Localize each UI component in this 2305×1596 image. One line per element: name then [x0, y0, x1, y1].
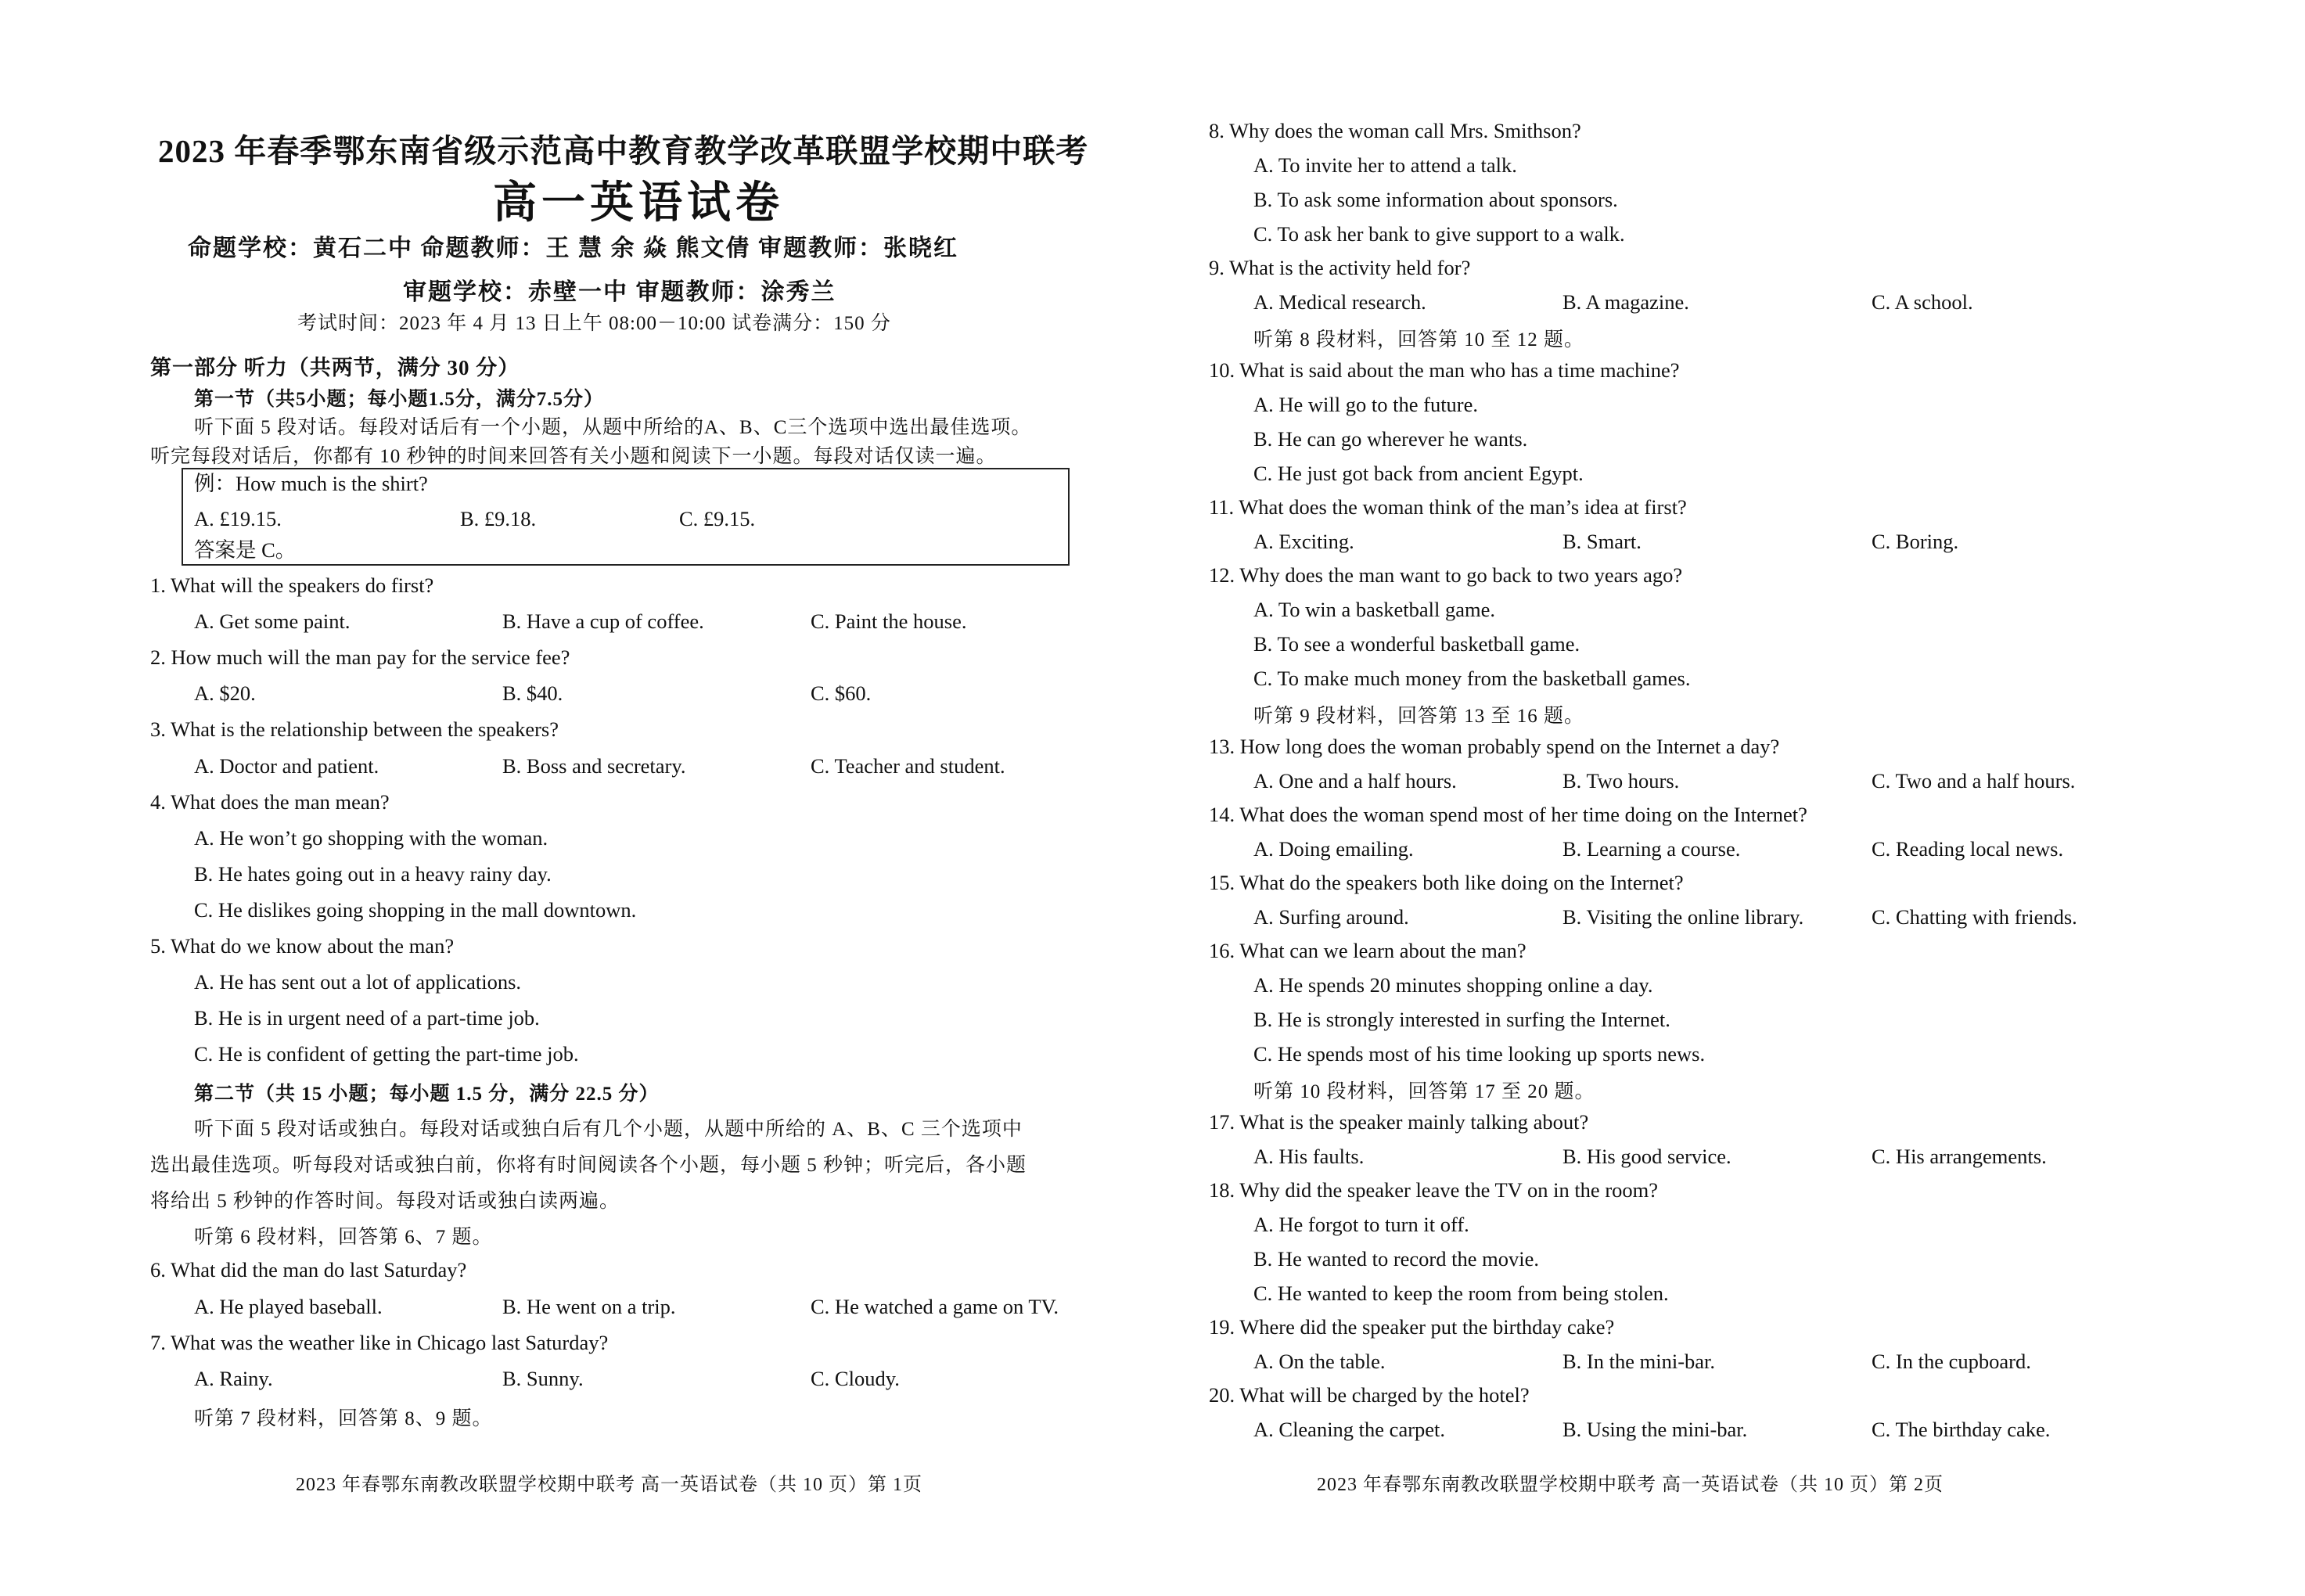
question-4: 4. What does the man mean? [150, 790, 390, 814]
section1-instruction: 听下面 5 段对话。每段对话后有一个小题，从题中所给的A、B、C三个选项中选出最佳选项。 [194, 417, 1032, 438]
option-c: C. He wanted to keep the room from being stolen. [1253, 1281, 1669, 1305]
option-a: A. Doing emailing. [1253, 837, 1414, 861]
paper-title: 高一英语试卷 [493, 179, 784, 228]
question-20: 20. What will be charged by the hotel? [1209, 1383, 1530, 1407]
section2-heading: 第二节（共 15 小题；每小题 1.5 分，满分 22.5 分） [194, 1084, 660, 1105]
option-b: B. Visiting the online library. [1562, 905, 1804, 929]
option-b: B. He hates going out in a heavy rainy day. [194, 862, 552, 886]
option-a: A. Doctor and patient. [194, 754, 379, 778]
section2-instruction: 选出最佳选项。听每段对话或独白前，你将有时间阅读各个小题，每小题 5 秒钟；听完后，各小题 [150, 1155, 1027, 1176]
page-footer: 2023 年春鄂东南教改联盟学校期中联考 高一英语试卷（共 10 页）第 1页 [296, 1475, 922, 1495]
option-b: B. Have a cup of coffee. [502, 609, 704, 633]
option-b: B. To see a wonderful basketball game. [1253, 632, 1580, 656]
question-8: 8. Why does the woman call Mrs. Smithson? [1209, 119, 1581, 142]
question-5: 5. What do we know about the man? [150, 934, 455, 958]
option-a: A. He will go to the future. [1253, 393, 1479, 416]
option-a: A. $20. [194, 681, 256, 705]
question-15: 15. What do the speakers both like doing on the Internet? [1209, 871, 1684, 894]
option-c: C. Cloudy. [811, 1367, 900, 1390]
section1-heading: 第一节（共5小题；每小题1.5分，满分7.5分） [194, 389, 605, 410]
section2-instruction: 将给出 5 秒钟的作答时间。每段对话或独白读两遍。 [150, 1191, 620, 1212]
option-b: B. $40. [502, 681, 563, 705]
option-c: C. A school. [1872, 290, 1973, 314]
listen-note: 听第 7 段材料，回答第 8、9 题。 [194, 1408, 493, 1429]
section2-instruction: 听下面 5 段对话或独白。每段对话或独白后有几个小题，从题中所给的 A、B、C 三个选项中 [194, 1119, 1023, 1140]
option-b: B. Sunny. [502, 1367, 584, 1390]
option-a: A. Exciting. [1253, 530, 1354, 553]
question-9: 9. What is the activity held for? [1209, 256, 1471, 279]
option-b: B. To ask some information about sponsors. [1253, 188, 1618, 211]
option-a: A. Medical research. [1253, 290, 1426, 314]
option-c: C. The birthday cake. [1872, 1418, 2051, 1441]
option-c: C. He spends most of his time looking up sports news. [1253, 1042, 1706, 1066]
option-a: A. To invite her to attend a talk. [1253, 153, 1517, 177]
option-c: C. Boring. [1872, 530, 1959, 553]
option-c: C. He dislikes going shopping in the mall downtown. [194, 898, 637, 922]
question-1: 1. What will the speakers do first? [150, 573, 434, 597]
option-b: B. Learning a course. [1562, 837, 1741, 861]
option-a: A. He spends 20 minutes shopping online a day. [1253, 973, 1653, 997]
option-b: B. He is strongly interested in surfing the Internet. [1253, 1008, 1670, 1031]
option-a: A. On the table. [1253, 1350, 1386, 1373]
question-2: 2. How much will the man pay for the service fee? [150, 645, 570, 669]
question-12: 12. Why does the man want to go back to two years ago? [1209, 563, 1683, 587]
option-b: B. He went on a trip. [502, 1295, 676, 1318]
example-answer: 答案是 C。 [194, 538, 297, 562]
option-c: C. Paint the house. [811, 609, 967, 633]
exam-time: 考试时间：2023 年 4 月 13 日上午 08:00－10:00 试卷满分：150 分 [297, 313, 891, 334]
option-c: C. To make much money from the basketball games. [1253, 667, 1691, 690]
question-14: 14. What does the woman spend most of her time doing on the Internet? [1209, 803, 1807, 826]
option-c: C. Teacher and student. [811, 754, 1005, 778]
option-b: B. Two hours. [1562, 769, 1680, 793]
question-6: 6. What did the man do last Saturday? [150, 1258, 467, 1281]
option-c: C. He just got back from ancient Egypt. [1253, 462, 1584, 485]
question-16: 16. What can we learn about the man? [1209, 939, 1526, 962]
option-b: B. He is in urgent need of a part-time job. [194, 1006, 540, 1030]
example-question: 例：How much is the shirt? [194, 472, 428, 495]
option-a: A. One and a half hours. [1253, 769, 1457, 793]
exam-title: 2023 年春季鄂东南省级示范高中教育教学改革联盟学校期中联考 [158, 133, 1089, 169]
option-c: C. Two and a half hours. [1872, 769, 2076, 793]
part1-heading: 第一部分 听力（共两节，满分 30 分） [150, 356, 520, 379]
listen-note: 听第 10 段材料，回答第 17 至 20 题。 [1253, 1081, 1595, 1102]
question-18: 18. Why did the speaker leave the TV on in the room? [1209, 1178, 1659, 1202]
option-a: A. Rainy. [194, 1367, 273, 1390]
listen-note: 听第 6 段材料，回答第 6、7 题。 [194, 1227, 493, 1248]
section1-instruction: 听完每段对话后，你都有 10 秒钟的时间来回答有关小题和阅读下一小题。每段对话仅读一遍。 [150, 446, 997, 467]
option-a: A. He forgot to turn it off. [1253, 1213, 1469, 1236]
question-19: 19. Where did the speaker put the birthday cake? [1209, 1315, 1615, 1339]
option-c: C. His arrangements. [1872, 1145, 2047, 1168]
example-option-a: A. £19.15. [194, 507, 282, 530]
option-c: C. He is confident of getting the part-time job. [194, 1042, 579, 1066]
question-13: 13. How long does the woman probably spend on the Internet a day? [1209, 735, 1780, 758]
example-option-b: B. £9.18. [460, 507, 537, 530]
option-b: B. A magazine. [1562, 290, 1689, 314]
listen-note: 听第 8 段材料，回答第 10 至 12 题。 [1253, 329, 1585, 350]
option-c: C. Reading local news. [1872, 837, 2064, 861]
question-3: 3. What is the relationship between the speakers? [150, 717, 559, 741]
option-c: C. $60. [811, 681, 872, 705]
option-b: B. Boss and secretary. [502, 754, 686, 778]
question-10: 10. What is said about the man who has a time machine? [1209, 358, 1680, 382]
option-c: C. Chatting with friends. [1872, 905, 2077, 929]
option-b: B. Using the mini-bar. [1562, 1418, 1748, 1441]
page-footer: 2023 年春鄂东南教改联盟学校期中联考 高一英语试卷（共 10 页）第 2页 [1317, 1475, 1944, 1495]
question-17: 17. What is the speaker mainly talking about? [1209, 1110, 1589, 1134]
author-line: 命题学校：黄石二中 命题教师：王 慧 余 焱 熊文倩 审题教师：张晓红 [188, 235, 958, 261]
reviewer-line: 审题学校：赤壁一中 审题教师：涂秀兰 [403, 279, 836, 305]
option-a: A. His faults. [1253, 1145, 1365, 1168]
question-11: 11. What does the woman think of the man’s idea at first? [1209, 495, 1687, 519]
option-c: C. To ask her bank to give support to a walk. [1253, 222, 1625, 246]
example-option-c: C. £9.15. [679, 507, 756, 530]
option-a: A. Surfing around. [1253, 905, 1409, 929]
listen-note: 听第 9 段材料，回答第 13 至 16 题。 [1253, 706, 1585, 727]
option-b: B. Smart. [1562, 530, 1642, 553]
option-a: A. He played baseball. [194, 1295, 383, 1318]
option-a: A. Get some paint. [194, 609, 351, 633]
option-a: A. To win a basketball game. [1253, 598, 1495, 621]
option-a: A. Cleaning the carpet. [1253, 1418, 1446, 1441]
option-c: C. He watched a game on TV. [811, 1295, 1059, 1318]
option-c: C. In the cupboard. [1872, 1350, 2031, 1373]
option-b: B. He can go wherever he wants. [1253, 427, 1528, 451]
option-b: B. In the mini-bar. [1562, 1350, 1716, 1373]
option-a: A. He won’t go shopping with the woman. [194, 826, 548, 850]
question-7: 7. What was the weather like in Chicago last Saturday? [150, 1331, 609, 1354]
option-a: A. He has sent out a lot of applications. [194, 970, 522, 994]
option-b: B. His good service. [1562, 1145, 1731, 1168]
option-b: B. He wanted to record the movie. [1253, 1247, 1539, 1271]
